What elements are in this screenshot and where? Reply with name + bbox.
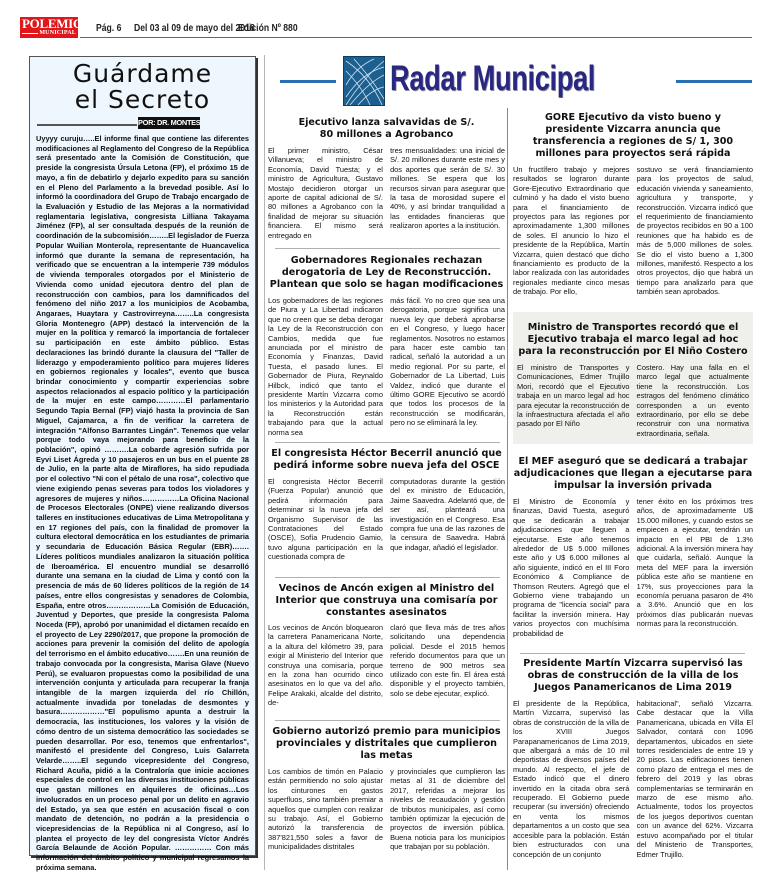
- byline: POR: DR. MONTES: [138, 118, 201, 127]
- headline: Gobernadores Regionales rechazan derogatoria de Ley de Reconstrucción. Plantean que solo se hagan modificaciones: [269, 255, 504, 290]
- article-body-col1: El primer ministro, César Villanueva; el ministro de Economía, David Tuesta; y el ministro de Agricultura, Gustavo Mostajo decidieron otorgar un aporte de capital adicional de S/. 80 millones a Agrobanco con la finalidad de mejorar su situación financiera. El mismo será entregado en: [268, 146, 383, 240]
- headline: El congresista Héctor Becerril anunció que pedirá informe sobre nueva jefa del OSCE: [271, 448, 502, 471]
- article-body-col1: El congresista Héctor Becerril (Fuerza Popular) anunció que pedirá información para determinar si la nueva jefa del Organismo Supervisor de las Contrataciones del Estado (OSCE), Sofía Prudencio Gamio, tuvo alguna participación en la cuestionada compra de: [268, 477, 383, 562]
- article-separator: [275, 577, 500, 578]
- article-separator: [520, 653, 745, 654]
- headline: Ejecutivo lanza salvavidas de S/. 80 millones a Agrobanco: [298, 117, 475, 140]
- article-body-col1: El Ministro de Economía y finanzas, David Tuesta, aseguró que se dedicarán a trabajar adjudicaciones que lleguen a ejecutarse. Este año tenemos alrededor de U$ 5.000 millones este año y U$ 6.000 millones al año siguiente, indicó en el III Foro Económico & Compliance de Thomson Reuters. Agregó que el Gobierno viene trabajando un programa de "licencia social" para facilitar la inversión minera. Hay varios proyectos con muchísima probabilidad de: [513, 497, 630, 638]
- page-header: [0, 0, 765, 48]
- article-body-col2: computadoras durante la gestión del ex ministro de Educación, Jaime Saavedra. Adelantó que, de ser así, planteará una investigación en el Congreso. Esa compra fue una de las razones de la censura de Saavedra. Habrá que indagar, añadió el legislador.: [390, 477, 505, 552]
- article-mef: [513, 456, 753, 638]
- article-becerril: [268, 448, 505, 562]
- edition-number: Edición Nº 880: [238, 22, 298, 34]
- article-separator: [275, 442, 500, 443]
- logo-bar: [22, 33, 38, 34]
- article-panamericanos: [513, 658, 753, 859]
- logo-text-bottom: MUNICIPAL: [39, 30, 76, 36]
- article-agrobanco: [268, 117, 505, 240]
- article-body-col2: Costero. Hay una falla en el marco legal que actualmente tiene la reconstrucción. Los estragos del fenómeno climático corresponden a un evento extraordinario, por ello se debe reconstruir con una normativa extraordinaria, señala.: [636, 363, 749, 438]
- byline-rule: [37, 124, 137, 126]
- article-body-col1: Un fructífero trabajo y mejores resultados se lograron durante Gore-Ejecutivo Extraordinario que culminó y ha dado el visto bueno para el financiamiento de proyectos para las regiones por aproximadamente 1,300 millones de soles. El anuncio lo hizo el presidente de la República, Martín Vizcarra, quien destacó que dicho financiamiento es producto de la labor realizada con las autoridades regionales mediante cinco mesas de trabajo. Por ello,: [513, 165, 630, 297]
- article-body-col2: tres mensualidades: una inicial de S/. 20 millones durante este mes y dos aportes que serán de S/. 30 millones. Se espera que los recursos sirvan para asegurar que la tasa de morosidad supere el 40%, y así brindar tranquilidad a las entidades financieras que realizaron aportes a la institución.: [390, 146, 505, 231]
- column-divider-right: [507, 108, 508, 870]
- headline: Ministro de Transportes recordó que el Ejecutivo trabaja el marco legal ad hoc para la reconstrucción por El Niño Costero: [518, 322, 748, 357]
- article-body-col2: más fácil. Yo no creo que sea una derogatoria, porque significa una nueva ley que deberá aprobarse en el Congreso, y luego hacer reglamentos. Nosotros no estamos para hacer este cambio tan radical, señaló la autoridad a un medio regional. Por su parte, el Gobernador de La Libertad, Luis Valdez, indicó que durante el último GORE Ejecutivo se acordó que todos los procesos de la reconstrucción se modificarán, pero no se eliminará la ley.: [390, 296, 505, 428]
- article-body-col1: El presidente de la República, Martín Vizcarra, supervisó las obras de construcción de la villa de los XVIII Juegos Parapanamericanos de Lima 2019, que albergará a más de 10 mil deportistas de diversos países del mundo. Al respecto, el jefe de Estado indicó que el dinero invertido en la citada obra será recuperado. El Gobierno puede recuperar (su inversión) ofreciendo en venta los mismos departamentos a un costo que sea accesible para la población. Están bien estructurados con una concepción de un conjunto: [513, 699, 630, 859]
- article-premio: [268, 726, 505, 852]
- article-body-col1: Los gobernadores de las regiones de Piura y La Libertad indicaron que no creen que se deba derogar la Ley de la Reconstrucción con Cambios, medida que fue anunciada por el ministro de Economía y Finanzas, David Tuesta, el pasado lunes. El Gobernador de Piura, Reynaldo Hilbck, indicó que tanto el presidente Martín Vizcarra como los ministerios y la Autoridad para la Reconstrucción están trabajando para que la actual norma sea: [268, 296, 383, 437]
- article-body-col1: Los vecinos de Ancón bloquearon la carretera Panamericana Norte, a la altura del kilómetro 39, para exigir al Ministerio del Interior que construya una comisaría, porque en la zona han ocurrido cinco asesinatos en lo que va del año. Felipe Arakaki, alcalde del distrito, de-: [268, 623, 383, 708]
- secret-title-line1: Guárdame: [72, 59, 213, 88]
- headline: Vecinos de Ancón exigen al Ministro del Interior que construya una comisaría por constantes asesinatos: [275, 583, 498, 618]
- section-title: Radar Municipal: [390, 59, 596, 98]
- secret-body: Uyyyy curuju…..El informe final que contiene las diferentes modificaciones al Reglamento del Congreso de la República será presentado ante la Comisión de Constitución, que preside la congresista Úrsula Letona (FP), el próximo 15 de mayo, a fin de debatirlo y dejarlo expedito para su sanción en el Pleno del Parlamento a la brevedad posible. Así lo informó la coordinadora del Grupo de Trabajo encargado de la Evaluación y Estudio de las Mejoras a la normatividad reglamentaria legislativa, congresista Lilliana Takayama Jiménez (FP), al ser consultada después de la reunión de coordinación de la subcomisión……..El legislador de Fuerza Popular Wuilian Monterola, representante de Huancavelica informó que durante la semana de representación, ha verificado que se encuentran a la intemperie 739 módulos de vivienda temporales otorgados por el Ministerio de Vivienda como unidad ejecutora dentro del plan de reconstrucción con cambios, para los damnificados del fenómeno del niño 2017 a los municipios de Acobamba, Angaraes, Huaytara y Castrovirreyna……..La congresista Gloria Montenegro (APP) destacó la intervención de la mujer en la política y remarcó la importancia de fortalecer su participación en este ámbito público. Estas declaraciones las brindó durante la clausura del "Taller de liderazgo y empoderamiento político para mujeres líderes en gobiernos regionales y locales", evento que busca brindar conocimiento y compartir experiencias sobre aspectos relacionados al espacio político y la participación de la mujer en este campo…………El parlamentario Segundo Tapia Bernal (FP) viajó hasta la provincia de San Miguel, Cajamarca, a fin de verificar la carretera de integración "Alfonso Barrantes Lingán". Tenemos que velar porque todo vaya mejorando para beneficio de la población", opinó ……….La cobarde agresión sufrida por Eyvi Liset Ágreda y 10 pasajeros en un bus en el puente 28 de Julio, en la parte alta de Miraflores, ha sido repudiada por el colectivo "Ni con el pétalo de una rosa", colectivo que viene exigiendo penas severas para todos los violadores y agresores de mujeres y niños……………La Oficina Nacional de Procesos Electorales (ONPE) viene realizando diversos talleres en instituciones educativas de Lima Metropolitana y en 17 regiones del país, con la finalidad de promover la cultura electoral democrática en los estudiantes de primaria y secundaria de Educación Básica Regular (EBR)……. Líderes políticos mundiales analizaron la situación política de Iberoamérica. El encuentro mundial se desarrolló durante una semana en la ciudad de Lima y contó con la presencia de más de 60 líderes políticos de la región de 14 países, entre ellos congresistas y senadores de Colombia, España, entre otros………………La Comisión de Educación, Juventud y Deportes, que preside la congresista Paloma Noceda (FP), aprobó por unanimidad el dictamen recaído en el proyecto de Ley 2290/2017, que propone la promoción de acciones para prevenir la comisión del delito de apología del terrorismo en el ámbito educativo…….En una reunión de trabajo convocada por la congresista, Marisa Glave (Nuevo Perú), se evaluaron propuestas como la posibilidad de una intervención conjunta y articulada para recuperar la franja intangible de la margen izquierda del río Chillón, actualmente invadida por toneladas de desmontes y basura………………"El populismo apunta a destruir la democracia, las instituciones, los valores y la visión de cómo dentro de un sistema democrático las sociedades se pueden desarrollar. Por eso, tenemos que enfrentarlos", manifestó el presidente del Congreso, Luis Galarreta Velarde……..El segundo vicepresidente del Congreso, Richard Acuña, pidió a la Contraloría que inicie acciones especiales de control en las diversas instituciones públicas que gastan millones en alquileres de oficinas…Los involucrados en un proceso penal por un delito en agravio del Estado, ya sea que estén en acusación fiscal o con mandato de detención, no podrán a la presidencia o vicepresidencias de la República ni al Congreso, así lo plantea el proyecto de ley del congresista Víctor Andrés García Belaunde de Acción Popular. …………… Con más información del ámbito político y municipal regresamos la próxima semana.: [36, 134, 249, 872]
- article-body-col1: El ministro de Transportes y Comunicaciones, Edmer Trujillo Mori, recordó que el Ejecutivo trabaja en un marco legal ad hoc para ejecutar la reconstrucción de la infraestructura afectada el año pasado por El Niño: [517, 363, 630, 429]
- headline: GORE Ejecutivo da visto bueno y presidente Vizcarra anuncia que transferencia a regiones de S/ 1, 300 millones para proyectos será rápida: [532, 112, 734, 159]
- secret-title-line2: el Secreto: [74, 85, 211, 114]
- article-body-col2: sostuvo se verá financiamiento para los proyectos de salud, educación vivienda y saneamiento, agricultura y transporte, y reconstrucción. Vizcarra indicó que el requerimiento de financiamiento de proyectos recibidos en 90 a 100 reuniones que ha habido es de más de 5,000 millones de soles. Se dio el visto bueno a 1,300 millones, manifestó. Respecto a los otros proyectos, dijo que habrá un tiempo para analizarlo para que también sean aprobados.: [636, 165, 753, 297]
- secret-column: [29, 56, 256, 872]
- article-body-col2: habitacional", señaló Vizcarra. Cabe destacar que la Villa Panamericana, ubicada en Villa El Salvador, contará con 1096 departamentos, ubicados en siete torres residenciales de entre 19 y 20 pisos. Las edificaciones tienen como plazo de entrega el mes de febrero del 2019 y las obras complementarias se terminarán en marzo de ese mismo año. Actualmente, todos los proyectos de los juegos deportivos cuentan con un avance del 62%. Vizcarra estuvo acompañado por el titular del Ministerio de Transportes, Edmer Trujillo.: [636, 699, 753, 859]
- article-body-col1: Los cambios de timón en Palacio están permitiendo no solo ajustar los cinturones en gastos superfluos, sino también premiar a aquellos que cumplen con realizar su trabajo. Así, el Gobierno autorizó la transferencia de 387'821,550 soles a favor de municipalidades distritales: [268, 767, 383, 852]
- article-ancon: [268, 583, 505, 708]
- headline: Gobierno autorizó premio para municipios provinciales y distritales que cumplieron las metas: [272, 726, 501, 761]
- polemica-logo: [20, 16, 92, 38]
- banner-rule-right: [676, 80, 752, 83]
- column-divider: [264, 55, 265, 870]
- article-body-col2: y provinciales que cumplieron las metas al 31 de diciembre del 2017, referidas a mejorar los niveles de recaudación y gestión de tributos municipales, así como también optimizar la ejecución de proyectos de inversión pública. Buena noticia para los municipios que trabajan por su población.: [390, 767, 505, 852]
- banner-rule-left: [280, 80, 336, 83]
- page-number: Pág. 6: [96, 22, 122, 34]
- article-gore: [513, 112, 753, 297]
- radar-globe-icon: [343, 56, 385, 106]
- article-body-col2: claró que lleva más de tres años solicitando una dependencia policial. Desde el 2015 hemos referido documentos para que un terreno de 900 metros sea utilizado con este fin. El área está disponible y el proyecto también, solo se debe ejecutar, explicó.: [390, 623, 505, 698]
- article-separator: [275, 248, 500, 249]
- headline: El MEF aseguró que se dedicará a trabajar adjudicaciones que llegan a ejecutarse para impulsar la inversión privada: [513, 456, 753, 491]
- logo-text-top: POLEMICA: [22, 16, 92, 31]
- article-separator: [275, 720, 500, 721]
- article-gobernadores: [268, 255, 505, 437]
- article-body-col2: tener éxito en los próximos tres años, de aproximadamente U$ 15.000 millones, y cuando estos se empiecen a ejecutar, tendrán un impacto en el PBI de 1.3% adicional. A la inversión minera hay que cuidarla, señaló. Aunque la meta del MEF para la inversión pública este año se mantiene en 17%, sus proyecciones para la economía peruana pasaron de 4% a 3.6%. Anunció que en los próximos días publicarán nuevas normas para la reconstrucción.: [636, 497, 753, 629]
- issue-date: Del 03 al 09 de mayo del 2018: [134, 22, 255, 34]
- header-rule: [80, 37, 752, 38]
- headline: Presidente Martín Vizcarra supervisó las obras de construcción de la villa de los Juegos Panamericanos de Lima 2019: [523, 658, 743, 693]
- article-transportes: [513, 312, 753, 444]
